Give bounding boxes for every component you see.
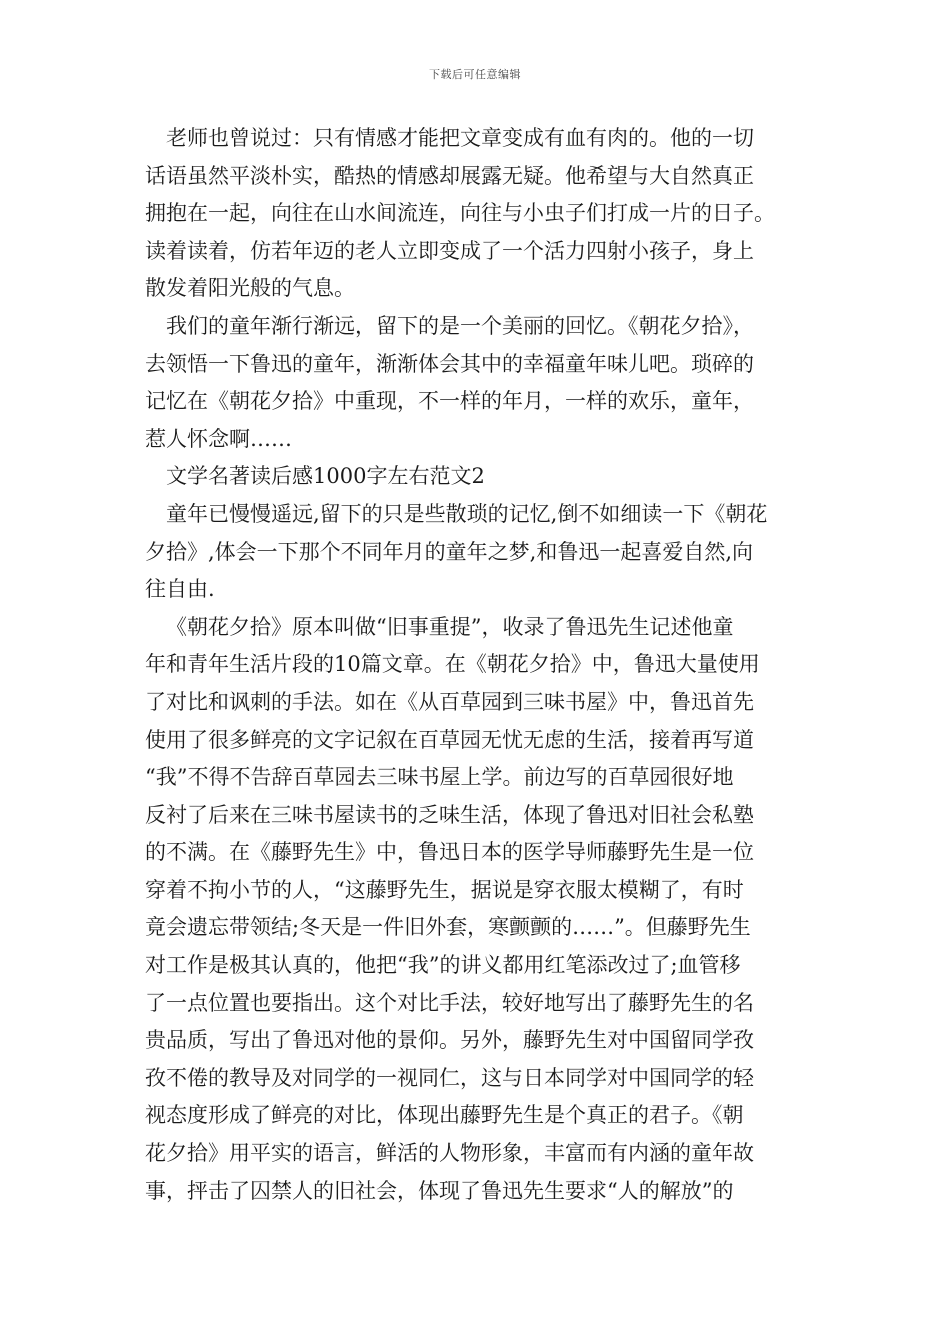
- text-line: 了一点位置也要指出。这个对比手法，较好地写出了藤野先生的名: [145, 990, 754, 1015]
- text-line: 惹人怀念啊……: [145, 426, 292, 451]
- paragraph: [145, 308, 811, 458]
- text-line: 《朝花夕拾》原本叫做“旧事重提”，收录了鲁迅先生记述他童: [166, 614, 734, 639]
- text-line: 夕拾》,体会一下那个不同年月的童年之梦,和鲁迅一起喜爱自然,向: [145, 539, 754, 564]
- document-body: [145, 120, 811, 1210]
- text-line: 我们的童年渐行渐远，留下的是一个美丽的回忆。《朝花夕拾》，: [166, 313, 754, 338]
- text-line: 记忆在《朝花夕拾》中重现，不一样的年月，一样的欢乐，童年，: [145, 389, 754, 414]
- text-line: 了对比和讽刺的手法。如在《从百草园到三味书屋》中，鲁迅首先: [145, 689, 754, 714]
- text-line: 童年已慢慢遥远,留下的只是些散琐的记忆,倒不如细读一下《朝花: [166, 501, 768, 526]
- text-line: 话语虽然平淡朴实，酷热的情感却展露无疑。他希望与大自然真正: [145, 163, 754, 188]
- text-line: 视态度形成了鲜亮的对比，体现出藤野先生是个真正的君子。《朝: [145, 1103, 744, 1128]
- text-line: 使用了很多鲜亮的文字记叙在百草园无忧无虑的生活，接着再写道: [145, 727, 754, 752]
- text-line: 拥抱在一起，向往在山水间流连，向往与小虫子们打成一片的日子。: [145, 201, 775, 226]
- text-line: 竟会遗忘带领结;冬天是一件旧外套，寒颤颤的……”。但藤野先生: [145, 915, 751, 940]
- text-line: 孜不倦的教导及对同学的一视同仁，这与日本同学对中国同学的轻: [145, 1065, 754, 1090]
- page-header: 下载后可任意编辑: [429, 68, 521, 81]
- text-line: 年和青年生活片段的10篇文章。在《朝花夕拾》中，鲁迅大量使用: [145, 652, 760, 677]
- text-line: 的不满。在《藤野先生》中，鲁迅日本的医学导师藤野先生是一位: [145, 840, 754, 865]
- paragraph: [145, 458, 811, 496]
- text-line: 反衬了后来在三味书屋读书的乏味生活，体现了鲁迅对旧社会私塾: [145, 802, 754, 827]
- text-line: 老师也曾说过：只有情感才能把文章变成有血有肉的。他的一切: [166, 126, 754, 150]
- text-line: 文学名著读后感1000字左右范文2: [166, 464, 485, 489]
- text-line: 读着读着，仿若年迈的老人立即变成了一个活力四射小孩子，身上: [145, 238, 754, 263]
- text-line: 贵品质，写出了鲁迅对他的景仰。另外，藤野先生对中国留同学孜: [145, 1028, 754, 1053]
- text-line: 事，抨击了囚禁人的旧社会，体现了鲁迅先生要求“人的解放”的: [145, 1178, 734, 1203]
- text-line: 花夕拾》用平实的语言，鲜活的人物形象，丰富而有内涵的童年故: [145, 1141, 754, 1166]
- text-line: 穿着不拘小节的人，“这藤野先生，据说是穿衣服太模糊了，有时: [145, 877, 744, 902]
- paragraph: [145, 120, 811, 308]
- text-line: 往自由.: [145, 577, 215, 602]
- paragraph: [145, 496, 811, 609]
- text-line: 去领悟一下鲁迅的童年，渐渐体会其中的幸福童年味儿吧。琐碎的: [145, 351, 754, 376]
- paragraph: [145, 609, 811, 1211]
- text-line: “我”不得不告辞百草园去三味书屋上学。前边写的百草园很好地: [145, 765, 734, 790]
- text-line: 对工作是极其认真的，他把“我”的讲义都用红笔添改过了;血管移: [145, 953, 741, 978]
- text-line: 散发着阳光般的气息。: [145, 276, 355, 301]
